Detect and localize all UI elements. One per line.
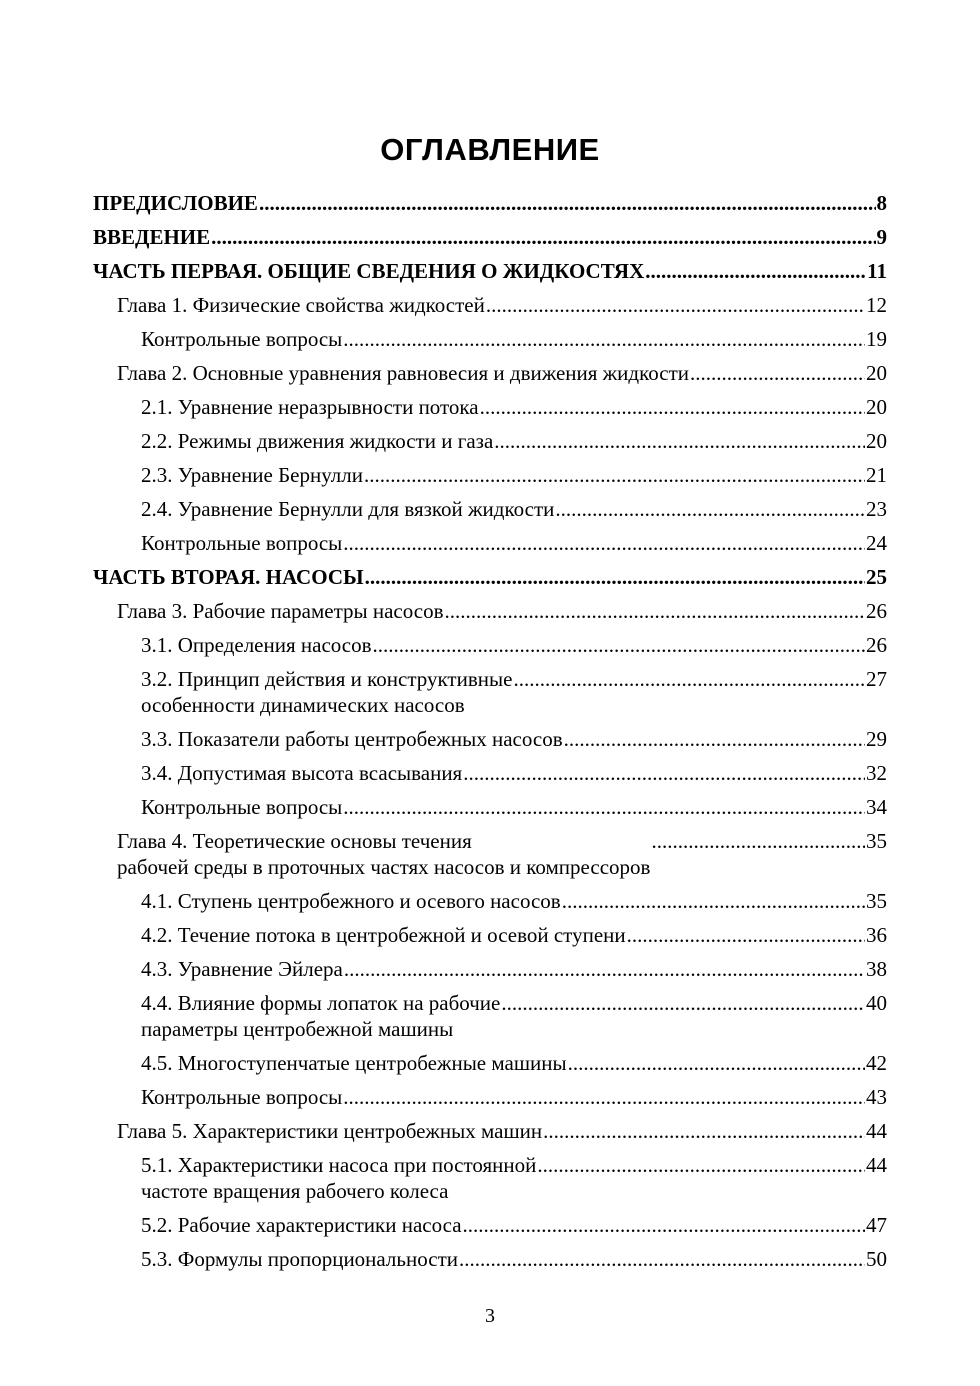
toc-entry-part-2[interactable] xyxy=(93,564,887,590)
toc-entry-title: 2.2. Режимы движения жидкости и газа xyxy=(141,429,494,453)
toc-entry-title: ЧАСТЬ ВТОРАЯ. НАСОСЫ xyxy=(93,565,364,589)
toc-entry-title: Контрольные вопросы xyxy=(141,327,343,351)
page-number: 3 xyxy=(485,1305,495,1327)
toc-entry-section[interactable] xyxy=(93,1246,887,1272)
toc-page-number: 44 xyxy=(866,1153,887,1177)
toc-entry-section[interactable] xyxy=(93,888,887,914)
toc-page-number: 24 xyxy=(866,531,887,555)
dot-leader xyxy=(537,1152,865,1178)
toc-page-number: 26 xyxy=(866,599,887,623)
toc-page-number: 32 xyxy=(866,761,887,785)
toc-entry-title: 4.3. Уравнение Эйлера xyxy=(141,957,343,981)
toc-entry-title: 5.2. Рабочие характеристики насоса xyxy=(141,1213,462,1237)
toc-page-number: 23 xyxy=(866,497,887,521)
toc-entry-title: 4.2. Течение потока в центробежной и осевой ступени xyxy=(141,923,626,947)
toc-entry-title xyxy=(141,990,500,1042)
toc-entry-chapter-3[interactable] xyxy=(93,598,887,624)
toc-entry-title: Глава 5. Характеристики центробежных машин xyxy=(117,1119,543,1143)
toc-entry-title: ПРЕДИСЛОВИЕ xyxy=(93,191,258,215)
toc-entry-title: 3.3. Показатели работы центробежных насосов xyxy=(141,727,563,751)
toc-entry-questions[interactable] xyxy=(93,530,887,556)
toc-page-number: 20 xyxy=(866,395,887,419)
page-title: ОГЛАВЛЕНИЕ xyxy=(380,132,600,167)
toc-entry-title: Глава 3. Рабочие параметры насосов xyxy=(117,599,444,623)
toc-page-number: 36 xyxy=(866,923,887,947)
toc-page-number: 21 xyxy=(866,463,887,487)
toc-entry-chapter-1[interactable] xyxy=(93,292,887,318)
toc-entry-title: 4.1. Ступень центробежного и осевого насосов xyxy=(141,889,561,913)
toc-entry-section[interactable] xyxy=(93,666,887,718)
dot-leader xyxy=(568,1050,865,1076)
dot-leader xyxy=(445,598,865,624)
toc-entry-section[interactable] xyxy=(93,394,887,420)
dot-leader xyxy=(690,360,865,386)
toc-entry-title xyxy=(117,828,650,880)
toc-entry-section[interactable] xyxy=(93,1050,887,1076)
toc-entry-title: 2.1. Уравнение неразрывности потока xyxy=(141,395,479,419)
toc-entry-section[interactable] xyxy=(93,1212,887,1238)
dot-leader xyxy=(463,1212,865,1238)
toc-page-number: 9 xyxy=(876,225,887,249)
toc-page-number: 20 xyxy=(866,429,887,453)
dot-leader xyxy=(651,828,865,854)
dot-leader xyxy=(627,922,865,948)
toc-page-number: 44 xyxy=(866,1119,887,1143)
toc-entry-questions[interactable] xyxy=(93,1084,887,1110)
toc-entry-title xyxy=(141,1152,536,1204)
toc-page-number: 8 xyxy=(876,191,887,215)
dot-leader xyxy=(373,632,865,658)
dot-leader xyxy=(259,190,876,216)
toc-entry-section[interactable] xyxy=(93,726,887,752)
toc-entry-section[interactable] xyxy=(93,632,887,658)
toc-page-number: 25 xyxy=(866,565,887,589)
toc-entry-title-line1: 4.4. Влияние формы лопаток на рабочие xyxy=(141,991,501,1015)
toc-entry-title-line2: частоте вращения рабочего колеса xyxy=(141,1179,449,1203)
toc-entry-preface[interactable] xyxy=(93,190,887,216)
dot-leader xyxy=(211,224,875,250)
toc-entry-title-line2: особенности динамических насосов xyxy=(141,693,465,717)
dot-leader xyxy=(365,564,865,590)
toc-entry-title: Контрольные вопросы xyxy=(141,1085,343,1109)
toc-entry-section[interactable] xyxy=(93,1152,887,1204)
toc-entry-title: 3.1. Определения насосов xyxy=(141,633,372,657)
dot-leader xyxy=(480,394,865,420)
toc-page-number: 29 xyxy=(866,727,887,751)
toc-entry-title-line2: параметры центробежной машины xyxy=(141,1017,454,1041)
dot-leader xyxy=(343,1084,865,1110)
dot-leader xyxy=(343,530,865,556)
toc-page-number: 12 xyxy=(866,293,887,317)
toc-entry-part-1[interactable] xyxy=(93,258,887,284)
dot-leader xyxy=(645,258,866,284)
toc-entry-questions[interactable] xyxy=(93,794,887,820)
table-of-contents xyxy=(93,190,887,1272)
toc-entry-title: Глава 1. Физические свойства жидкостей xyxy=(117,293,485,317)
toc-entry-title xyxy=(141,666,512,718)
toc-entry-section[interactable] xyxy=(93,496,887,522)
toc-entry-introduction[interactable] xyxy=(93,224,887,250)
toc-entry-section[interactable] xyxy=(93,760,887,786)
dot-leader xyxy=(543,1118,865,1144)
toc-page-number: 35 xyxy=(866,889,887,913)
toc-entry-title: 3.4. Допустимая высота всасывания xyxy=(141,761,463,785)
dot-leader xyxy=(459,1246,865,1272)
dot-leader xyxy=(343,794,865,820)
dot-leader xyxy=(501,990,865,1016)
toc-entry-title: Глава 2. Основные уравнения равновесия и движения жидкости xyxy=(117,361,689,385)
toc-entry-chapter-5[interactable] xyxy=(93,1118,887,1144)
dot-leader xyxy=(564,726,865,752)
toc-page-number: 11 xyxy=(867,259,887,283)
toc-entry-title: ЧАСТЬ ПЕРВАЯ. ОБЩИЕ СВЕДЕНИЯ О ЖИДКОСТЯХ xyxy=(93,259,645,283)
dot-leader xyxy=(513,666,865,692)
toc-entry-section[interactable] xyxy=(93,956,887,982)
toc-entry-title-line1: 3.2. Принцип действия и конструктивные xyxy=(141,667,513,691)
toc-page-number: 27 xyxy=(866,667,887,691)
dot-leader xyxy=(344,956,865,982)
toc-page-number: 43 xyxy=(866,1085,887,1109)
dot-leader xyxy=(343,326,865,352)
toc-entry-title: 4.5. Многоступенчатые центробежные машины xyxy=(141,1051,567,1075)
toc-page-number: 35 xyxy=(866,829,887,853)
toc-entry-title: Контрольные вопросы xyxy=(141,795,343,819)
toc-entry-section[interactable] xyxy=(93,990,887,1042)
toc-page-number: 42 xyxy=(866,1051,887,1075)
toc-page-number: 20 xyxy=(866,361,887,385)
toc-entry-title: Контрольные вопросы xyxy=(141,531,343,555)
toc-entry-title-line2: рабочей среды в проточных частях насосов и компрессоров xyxy=(117,855,651,879)
dot-leader xyxy=(562,888,865,914)
toc-page-number: 34 xyxy=(866,795,887,819)
toc-page-number: 50 xyxy=(866,1247,887,1271)
toc-entry-title: 2.3. Уравнение Бернулли xyxy=(141,463,364,487)
toc-entry-title: ВВЕДЕНИЕ xyxy=(93,225,211,249)
dot-leader xyxy=(463,760,865,786)
toc-entry-questions[interactable] xyxy=(93,326,887,352)
toc-entry-title: 5.3. Формулы пропорциональности xyxy=(141,1247,458,1271)
toc-page-number: 19 xyxy=(866,327,887,351)
dot-leader xyxy=(364,462,865,488)
dot-leader xyxy=(486,292,865,318)
toc-page-number: 26 xyxy=(866,633,887,657)
dot-leader xyxy=(555,496,865,522)
toc-entry-section[interactable] xyxy=(93,428,887,454)
toc-entry-chapter-2[interactable] xyxy=(93,360,887,386)
toc-entry-section[interactable] xyxy=(93,462,887,488)
toc-page-number: 40 xyxy=(866,991,887,1015)
toc-entry-chapter-4[interactable] xyxy=(93,828,887,880)
toc-entry-title-line1: 5.1. Характеристики насоса при постоянной xyxy=(141,1153,537,1177)
dot-leader xyxy=(494,428,865,454)
toc-entry-section[interactable] xyxy=(93,922,887,948)
toc-page-number: 47 xyxy=(866,1213,887,1237)
toc-entry-title: 2.4. Уравнение Бернулли для вязкой жидкости xyxy=(141,497,555,521)
toc-page-number: 38 xyxy=(866,957,887,981)
toc-entry-title-line1: Глава 4. Теоретические основы течения xyxy=(117,829,472,853)
